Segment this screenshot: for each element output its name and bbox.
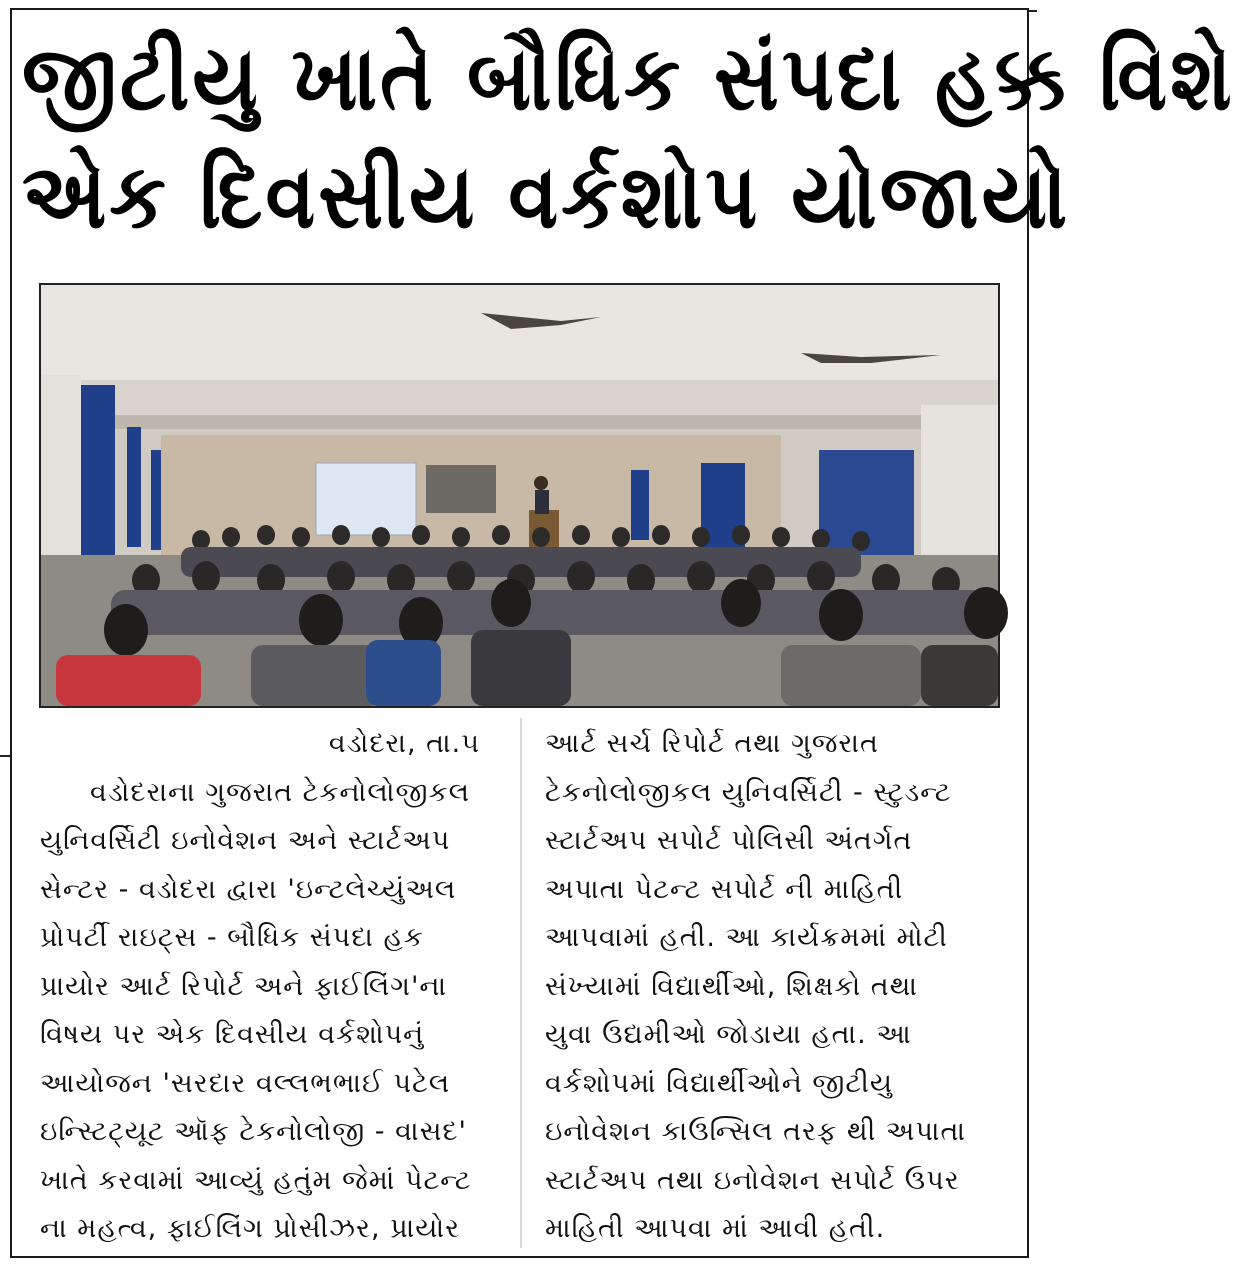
adjacent-column-rule <box>0 755 10 757</box>
body-line: પ્રાયોર આર્ટ રિપોર્ટ અને ફાઈલિંગ'ના <box>40 970 448 1002</box>
body-line: પ્રોપર્ટી રાઇટ્સ - બૌધિક સંપદા હક <box>40 922 424 953</box>
body-line: આપવામાં હતી. આ કાર્યક્રમમાં મોટી <box>545 922 948 953</box>
body-line: સ્ટાર્ટઅપ સપોર્ટ પોલિસી અંતર્ગત <box>545 825 913 856</box>
body-line: અપાતા પેટન્ટ સપોર્ટ ની માહિતી <box>545 873 904 905</box>
body-line: સંખ્યામાં વિદ્યાર્થીઓ, શિક્ષકો તથા <box>545 970 919 1002</box>
body-line: સ્ટાર્ટઅપ તથા ઇનોવેશન સપોર્ટ ઉપર <box>545 1164 960 1196</box>
dateline: વડોદરા, તા.૫ <box>328 728 480 759</box>
body-line: યુવા ઉદ્યમીઓ જોડાયા હતા. આ <box>545 1019 912 1050</box>
article-column-left <box>40 720 510 1254</box>
body-line: ટેકનોલોજીકલ યુનિવર્સિટી - સ્ટુડન્ટ <box>545 776 952 808</box>
body-line: યુનિવર્સિટી ઇનોવેશન અને સ્ટાર્ટઅપ <box>40 825 451 856</box>
column-gutter <box>520 718 522 1248</box>
adjacent-top-rule <box>1029 10 1037 12</box>
body-line: સેન્ટર - વડોદરા દ્વારા 'ઇન્ટલેચ્યુંઅલ <box>40 873 457 905</box>
body-line: માહિતી આપવા માં આવી હતી. <box>545 1213 886 1244</box>
body-line: આર્ટ સર્ચ રિપોર્ટ તથા ગુજરાત <box>545 728 879 759</box>
body-line: વિષય પર એક દિવસીય વર્કશોપનું <box>40 1019 425 1050</box>
body-line: ઇનોવેશન કાઉન્સિલ તરફ થી અપાતા <box>545 1116 967 1147</box>
body-line: વર્કશોપમાં વિદ્યાર્થીઓને જીટીયુ <box>545 1067 893 1099</box>
workshop-photo <box>39 283 1000 708</box>
body-line: ઇન્સ્ટિટ્યૂટ ઑફ ટેકનોલોજી - વાસદ' <box>40 1116 467 1147</box>
headline-line-2: એક દિવસીય વર્કશોપ યોજાયો <box>22 144 1071 249</box>
body-line: ખાતે કરવામાં આવ્યું હતુંમ જેમાં પેટન્ટ <box>40 1164 472 1196</box>
body-line: વડોદરાના ગુજરાત ટેકનોલોજીકલ <box>90 776 470 808</box>
headline-line-1: જીટીયુ ખાતે બૌધિક સંપદા હક્ક વિશે <box>22 26 1235 131</box>
body-line: આયોજન 'સરદાર વલ્લભભાઈ પટેલ <box>40 1067 451 1099</box>
article-column-right <box>545 720 1015 1254</box>
body-line: ના મહત્વ, ફાઈલિંગ પ્રોસીઝર, પ્રાયોર <box>40 1213 461 1244</box>
headline <box>22 20 1235 256</box>
